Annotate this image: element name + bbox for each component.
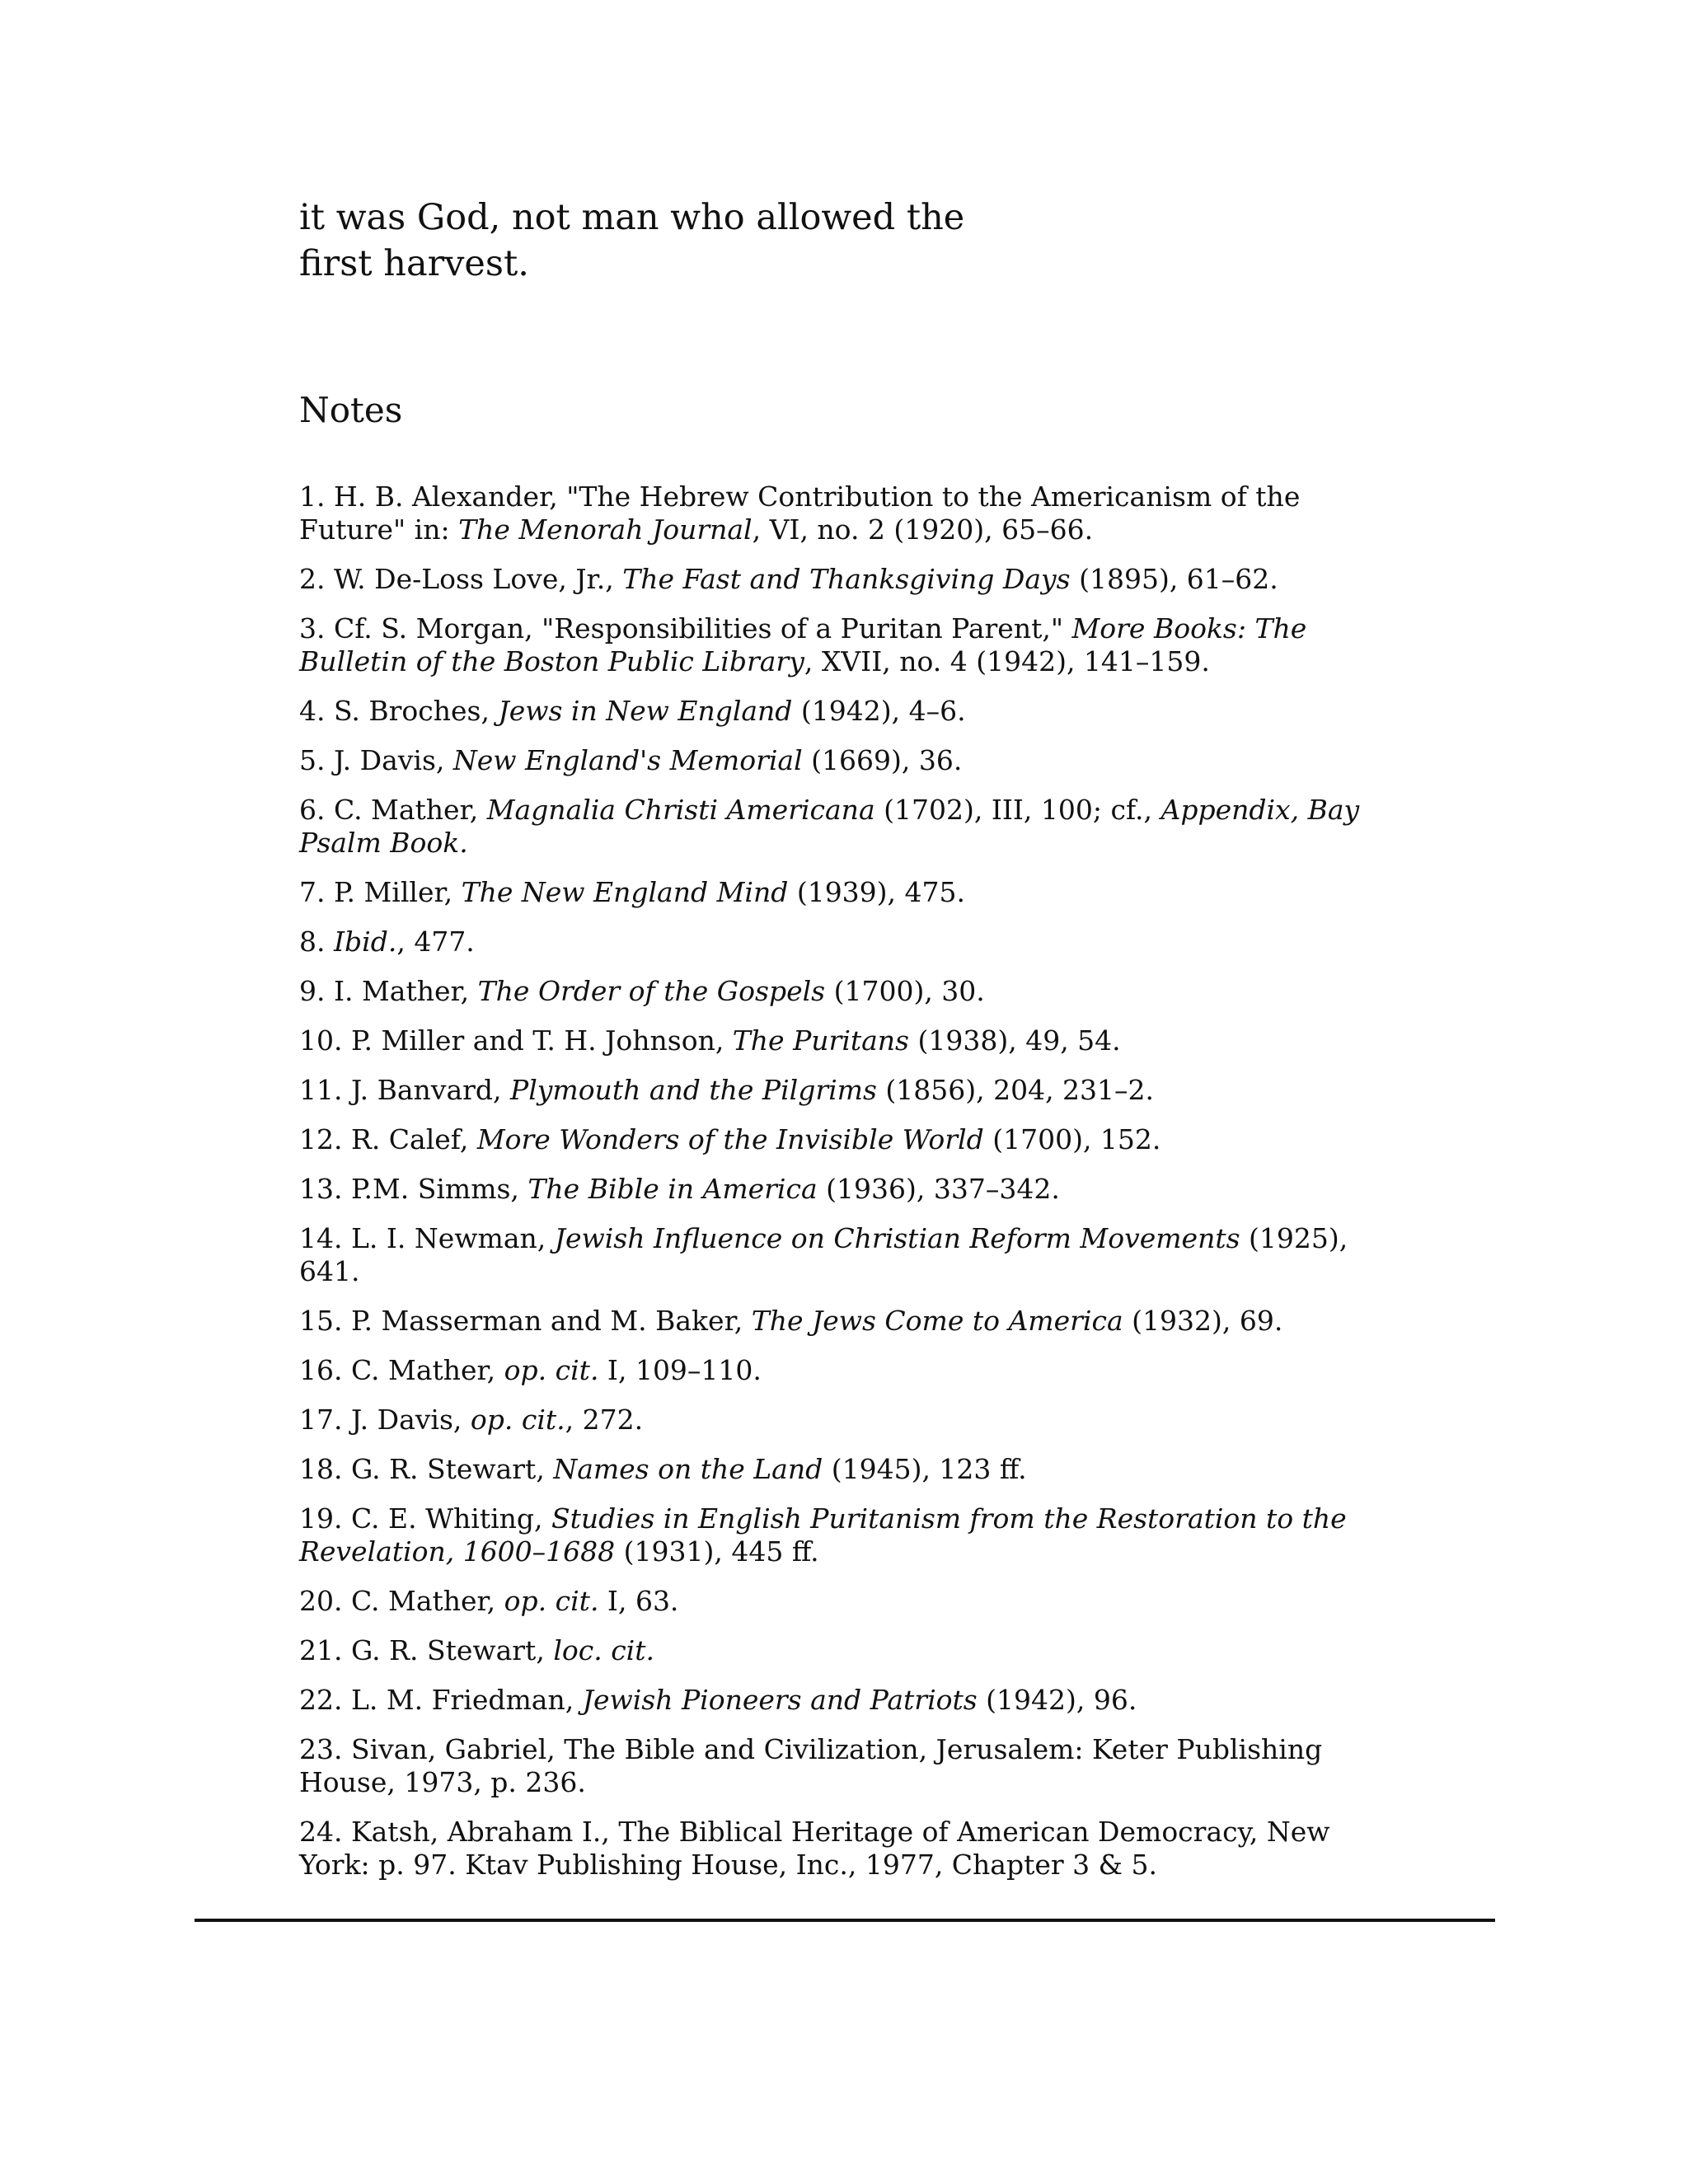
note-text: (1669), 36. [802,744,963,776]
note-item [299,1634,1395,1667]
note-item [299,1074,1395,1107]
note-text: , VI, no. 2 (1920), 65–66. [752,513,1094,546]
note-title: op. cit. [504,1585,599,1617]
note-title: Names on the Land [553,1453,823,1485]
note-text: G. R. Stewart, [342,1634,554,1666]
note-item [299,1816,1395,1882]
note-number: 20. [299,1585,343,1617]
note-item [299,1222,1395,1288]
note-text: (1700), 152. [983,1123,1161,1155]
note-number: 10. [299,1024,343,1057]
note-text: (1931), 445 ff. [615,1535,819,1568]
note-text: I, 63. [598,1585,679,1617]
note-text: (1700), 30. [825,975,985,1007]
note-item [299,695,1395,728]
note-text: W. De-Loss Love, Jr., [325,563,623,595]
note-text: Cf. S. Morgan, "Responsibilities of a Puritan Parent," [325,612,1072,644]
note-item [299,1502,1395,1568]
note-item [299,480,1395,546]
note-title: More Books: The Bulletin of the Boston Public Library [299,612,1307,677]
note-title: New England's Memorial [452,744,803,776]
note-number: 9. [299,975,326,1007]
note-item [299,1354,1395,1387]
note-number: 24. [299,1816,343,1848]
note-title: Ibid. [334,926,397,958]
note-title: The Fast and Thanksgiving Days [622,563,1071,595]
note-title: The Menorah Journal [458,513,753,546]
note-item [299,1173,1395,1206]
note-text: P. Miller, [325,876,462,908]
note-number: 3. [299,612,326,644]
note-title: The Jews Come to America [751,1305,1123,1337]
note-text: (1895), 61–62. [1070,563,1278,595]
note-item [299,1024,1395,1057]
note-text: J. Davis, [342,1404,471,1436]
note-title: The New England Mind [461,876,789,908]
note-text: P.M. Simms, [342,1173,528,1205]
note-number: 6. [299,794,326,826]
note-text: (1856), 204, 231–2. [876,1074,1155,1106]
note-text: (1942), 96. [977,1684,1137,1716]
note-text: J. Banvard, [342,1074,510,1106]
note-title: The Bible in America [528,1173,818,1205]
note-item [299,975,1395,1008]
note-text: , 272. [565,1404,644,1436]
note-text: P. Miller and T. H. Johnson, [342,1024,733,1057]
note-number: 19. [299,1502,343,1535]
note-item [299,926,1395,958]
notes-list [299,480,1395,1898]
note-title: op. cit. [470,1404,565,1436]
note-title: Plymouth and the Pilgrims [510,1074,877,1106]
note-number: 4. [299,695,326,727]
note-number: 11. [299,1074,343,1106]
note-title: The Puritans [732,1024,909,1057]
note-text: (1939), 475. [788,876,966,908]
note-text: (1925), 641. [299,1222,1348,1287]
note-item [299,1404,1395,1436]
note-text: S. Broches, [325,695,499,727]
note-text: L. I. Newman, [342,1222,555,1254]
note-number: 22. [299,1684,343,1716]
note-number: 13. [299,1173,343,1205]
note-number: 21. [299,1634,343,1666]
note-text: H. B. Alexander, "The Hebrew Contribution to the Americanism of the Future" in: [299,480,1301,546]
note-item [299,1123,1395,1156]
note-item [299,876,1395,909]
note-text: C. Mather, [342,1585,504,1617]
note-title: The Order of the Gospels [477,975,826,1007]
note-item [299,744,1395,777]
note-text: C. E. Whiting, [342,1502,551,1535]
note-title: Studies in English Puritanism from the Restoration to the Revelation, 1600–1688 [299,1502,1347,1568]
note-text: (1702), III, 100; cf., [874,794,1161,826]
note-text: R. Calef, [342,1123,477,1155]
note-item [299,1453,1395,1486]
note-item [299,794,1395,860]
note-item [299,1585,1395,1618]
note-title: More Wonders of the Invisible World [476,1123,984,1155]
note-number: 14. [299,1222,343,1254]
note-item [299,612,1395,678]
note-item [299,1733,1395,1799]
note-text [326,926,335,958]
note-text: Sivan, Gabriel, The Bible and Civilization, Jerusalem: Keter Publishing House, 1973, p. 236. [299,1733,1323,1798]
notes-heading: Notes [299,390,403,430]
note-item [299,1305,1395,1338]
note-text: J. Davis, [325,744,453,776]
note-title: Jewish Influence on Christian Reform Movements [554,1222,1240,1254]
note-text: L. M. Friedman, [342,1684,583,1716]
note-title: Magnalia Christi Americana [486,794,875,826]
note-text: , XVII, no. 4 (1942), 141–159. [804,645,1210,677]
note-text: (1932), 69. [1123,1305,1283,1337]
note-title: loc. cit. [553,1634,654,1666]
note-text: C. Mather, [342,1354,504,1386]
footer-divider [195,1919,1495,1922]
note-number: 17. [299,1404,343,1436]
note-number: 5. [299,744,326,776]
note-text: I, 109–110. [598,1354,762,1386]
note-text: , 477. [396,926,475,958]
closing-paragraph: it was God, not man who allowed the first harvest. [299,197,965,284]
note-title: Jews in New England [498,695,793,727]
note-text: C. Mather, [325,794,487,826]
note-number: 23. [299,1733,343,1765]
note-item [299,1684,1395,1717]
note-number: 18. [299,1453,343,1485]
note-number: 16. [299,1354,343,1386]
note-number: 15. [299,1305,343,1337]
note-number: 2. [299,563,326,595]
note-item [299,563,1395,596]
note-title: Appendix, Bay Psalm Book. [299,794,1360,859]
note-title: Jewish Pioneers and Patriots [582,1684,978,1716]
note-text: Katsh, Abraham I., The Biblical Heritage of American Democracy, New York: p. 97. Ktav Publishing House, Inc., 1977, Chapter 3 & 5. [299,1816,1330,1881]
note-number: 8. [299,926,326,958]
note-text: (1942), 4–6. [792,695,966,727]
note-number: 7. [299,876,326,908]
note-title: op. cit. [504,1354,599,1386]
note-number: 12. [299,1123,343,1155]
note-text: I. Mather, [325,975,478,1007]
note-text: (1945), 123 ff. [823,1453,1027,1485]
note-number: 1. [299,480,326,513]
note-text: P. Masserman and M. Baker, [342,1305,752,1337]
note-text: G. R. Stewart, [342,1453,554,1485]
note-text: (1936), 337–342. [817,1173,1060,1205]
note-text: (1938), 49, 54. [909,1024,1121,1057]
